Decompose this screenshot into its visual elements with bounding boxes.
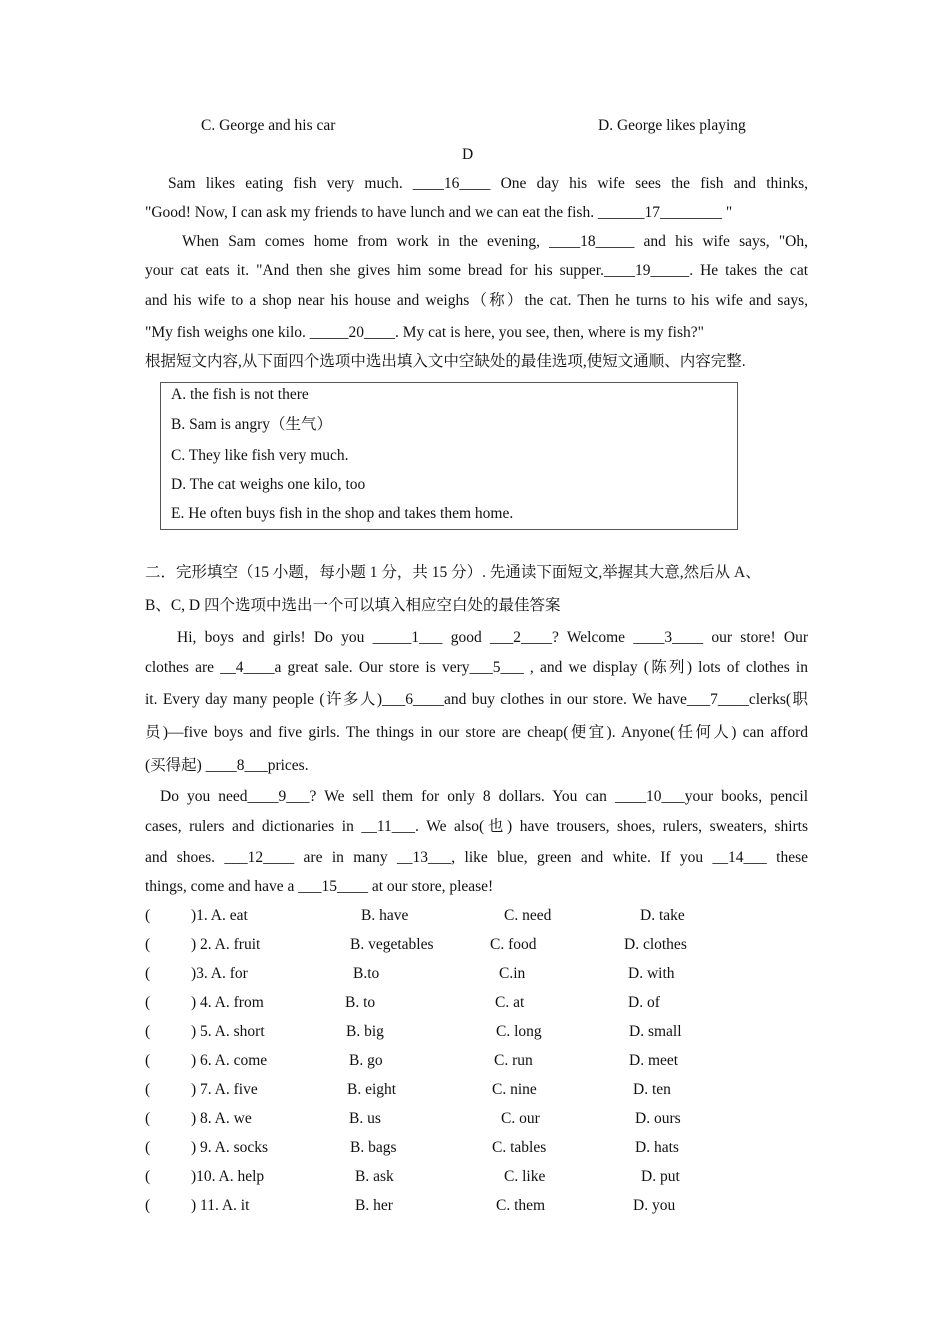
- option-c: C. long: [496, 1023, 542, 1040]
- question-number-option-a: ) 8. A. we: [191, 1110, 252, 1127]
- option-b: B. to: [345, 994, 376, 1011]
- question-number-option-a: ) 2. A. fruit: [191, 936, 261, 953]
- option-c: C. our: [501, 1110, 540, 1127]
- cloze-line-3: it. Every day many people (许多人)___6____and buy clothes in our store. We have___7____clerks(职: [145, 691, 808, 708]
- option-d: D. of: [628, 994, 660, 1011]
- option-c: C. nine: [492, 1081, 537, 1098]
- option-b: B. her: [355, 1197, 393, 1214]
- question-number-option-a: ) 4. A. from: [191, 994, 264, 1011]
- question-number-option-a: ) 11. A. it: [191, 1197, 250, 1214]
- answer-paren: (: [145, 1168, 151, 1185]
- cloze-line-8: and shoes. ___12____ are in many __13___, like blue, green and white. If you __14___ these: [145, 849, 808, 866]
- passage-d-line-1: Sam likes eating fish very much. ____16____ One day his wife sees the fish and thinks,: [168, 175, 808, 192]
- answer-paren: (: [145, 1052, 151, 1069]
- passage-d-line-6: "My fish weighs one kilo. _____20____. My cat is here, you see, then, where is my fish?": [145, 324, 704, 341]
- option-d: D. hats: [635, 1139, 679, 1156]
- option-b: B. us: [349, 1110, 381, 1127]
- answer-paren: (: [145, 1110, 151, 1127]
- option-b: B. Sam is angry（生气）: [171, 416, 333, 433]
- cloze-line-2: clothes are __4____a great sale. Our store is very___5___ , and we display (陈列) lots of clothes in: [145, 659, 808, 676]
- cloze-line-4: 员)—five boys and five girls. The things in our store are cheap(便宜). Anyone(任何人) can afford: [145, 724, 808, 741]
- passage-d-line-5: and his wife to a shop near his house and weighs（称）the cat. Then he turns to his wife and says,: [145, 292, 808, 309]
- option-b: B. have: [361, 907, 409, 924]
- question-number-option-a: )1. A. eat: [191, 907, 248, 924]
- option-c: C. food: [490, 936, 537, 953]
- question-number-option-a: )3. A. for: [191, 965, 248, 982]
- passage-d-line-2: "Good! Now, I can ask my friends to have lunch and we can eat the fish. ______17________ ": [145, 204, 733, 221]
- question-number-option-a: ) 9. A. socks: [191, 1139, 269, 1156]
- answer-paren: (: [145, 1023, 151, 1040]
- answer-paren: (: [145, 1139, 151, 1156]
- prev-option-d: D. George likes playing: [598, 117, 746, 134]
- question-number-option-a: ) 5. A. short: [191, 1023, 265, 1040]
- option-d: D. with: [628, 965, 675, 982]
- option-b: B. big: [346, 1023, 384, 1040]
- section2-heading-line-2: B、C, D 四个选项中选出一个可以填入相应空白处的最佳答案: [145, 597, 561, 614]
- option-c: C. need: [504, 907, 552, 924]
- option-d: D. ours: [635, 1110, 681, 1127]
- options-box: [160, 382, 738, 530]
- option-d: D. put: [641, 1168, 680, 1185]
- option-b: B. ask: [355, 1168, 394, 1185]
- question-number-option-a: ) 7. A. five: [191, 1081, 258, 1098]
- cloze-line-6: Do you need____9___? We sell them for only 8 dollars. You can ____10___your books, pencil: [160, 788, 808, 805]
- option-b: B. bags: [350, 1139, 397, 1156]
- option-a: A. the fish is not there: [171, 386, 309, 403]
- option-b: B. vegetables: [350, 936, 434, 953]
- option-b: B. eight: [347, 1081, 397, 1098]
- answer-paren: (: [145, 1081, 151, 1098]
- option-d: D. meet: [629, 1052, 679, 1069]
- cloze-line-1: Hi, boys and girls! Do you _____1___ good ___2____? Welcome ____3____ our store! Our: [177, 629, 808, 646]
- option-d: D. clothes: [624, 936, 687, 953]
- answer-paren: (: [145, 936, 151, 953]
- option-d: D. ten: [633, 1081, 671, 1098]
- section-d-instruction: 根据短文内容,从下面四个选项中选出填入文中空缺处的最佳选项,使短文通顺、内容完整.: [145, 353, 746, 370]
- option-c: C.in: [499, 965, 526, 982]
- section2-heading-line-1: 二．完形填空（15 小题，每小题 1 分，共 15 分）. 先通读下面短文,举握其大意,然后从 A、: [145, 564, 761, 581]
- question-number-option-a: ) 6. A. come: [191, 1052, 268, 1069]
- option-c: C. them: [496, 1197, 546, 1214]
- option-c: C. run: [494, 1052, 533, 1069]
- answer-paren: (: [145, 1197, 151, 1214]
- option-c: C. tables: [492, 1139, 547, 1156]
- option-c: C. like: [504, 1168, 546, 1185]
- option-d: D. take: [640, 907, 685, 924]
- answer-paren: (: [145, 965, 151, 982]
- option-d: D. small: [629, 1023, 682, 1040]
- prev-option-c: C. George and his car: [201, 117, 336, 134]
- answer-paren: (: [145, 907, 151, 924]
- option-e: E. He often buys fish in the shop and takes them home.: [171, 505, 514, 522]
- cloze-line-9: things, come and have a ___15____ at our store, please!: [145, 878, 494, 895]
- option-b: B.to: [353, 965, 380, 982]
- section-d-label: D: [462, 146, 474, 163]
- answer-paren: (: [145, 994, 151, 1011]
- cloze-line-7: cases, rulers and dictionaries in __11___. We also(也) have trousers, shoes, rulers, sweaters, shirts: [145, 818, 808, 835]
- option-c: C. at: [495, 994, 525, 1011]
- option-d: D. The cat weighs one kilo, too: [171, 476, 366, 493]
- cloze-line-5: (买得起) ____8___prices.: [145, 757, 309, 774]
- option-c: C. They like fish very much.: [171, 447, 349, 464]
- passage-d-line-4: your cat eats it. "And then she gives him some bread for his supper.____19_____. He takes the cat: [145, 262, 808, 279]
- question-number-option-a: )10. A. help: [191, 1168, 265, 1185]
- option-b: B. go: [349, 1052, 383, 1069]
- option-d: D. you: [633, 1197, 676, 1214]
- passage-d-line-3: When Sam comes home from work in the evening, ____18_____ and his wife says, "Oh,: [182, 233, 808, 250]
